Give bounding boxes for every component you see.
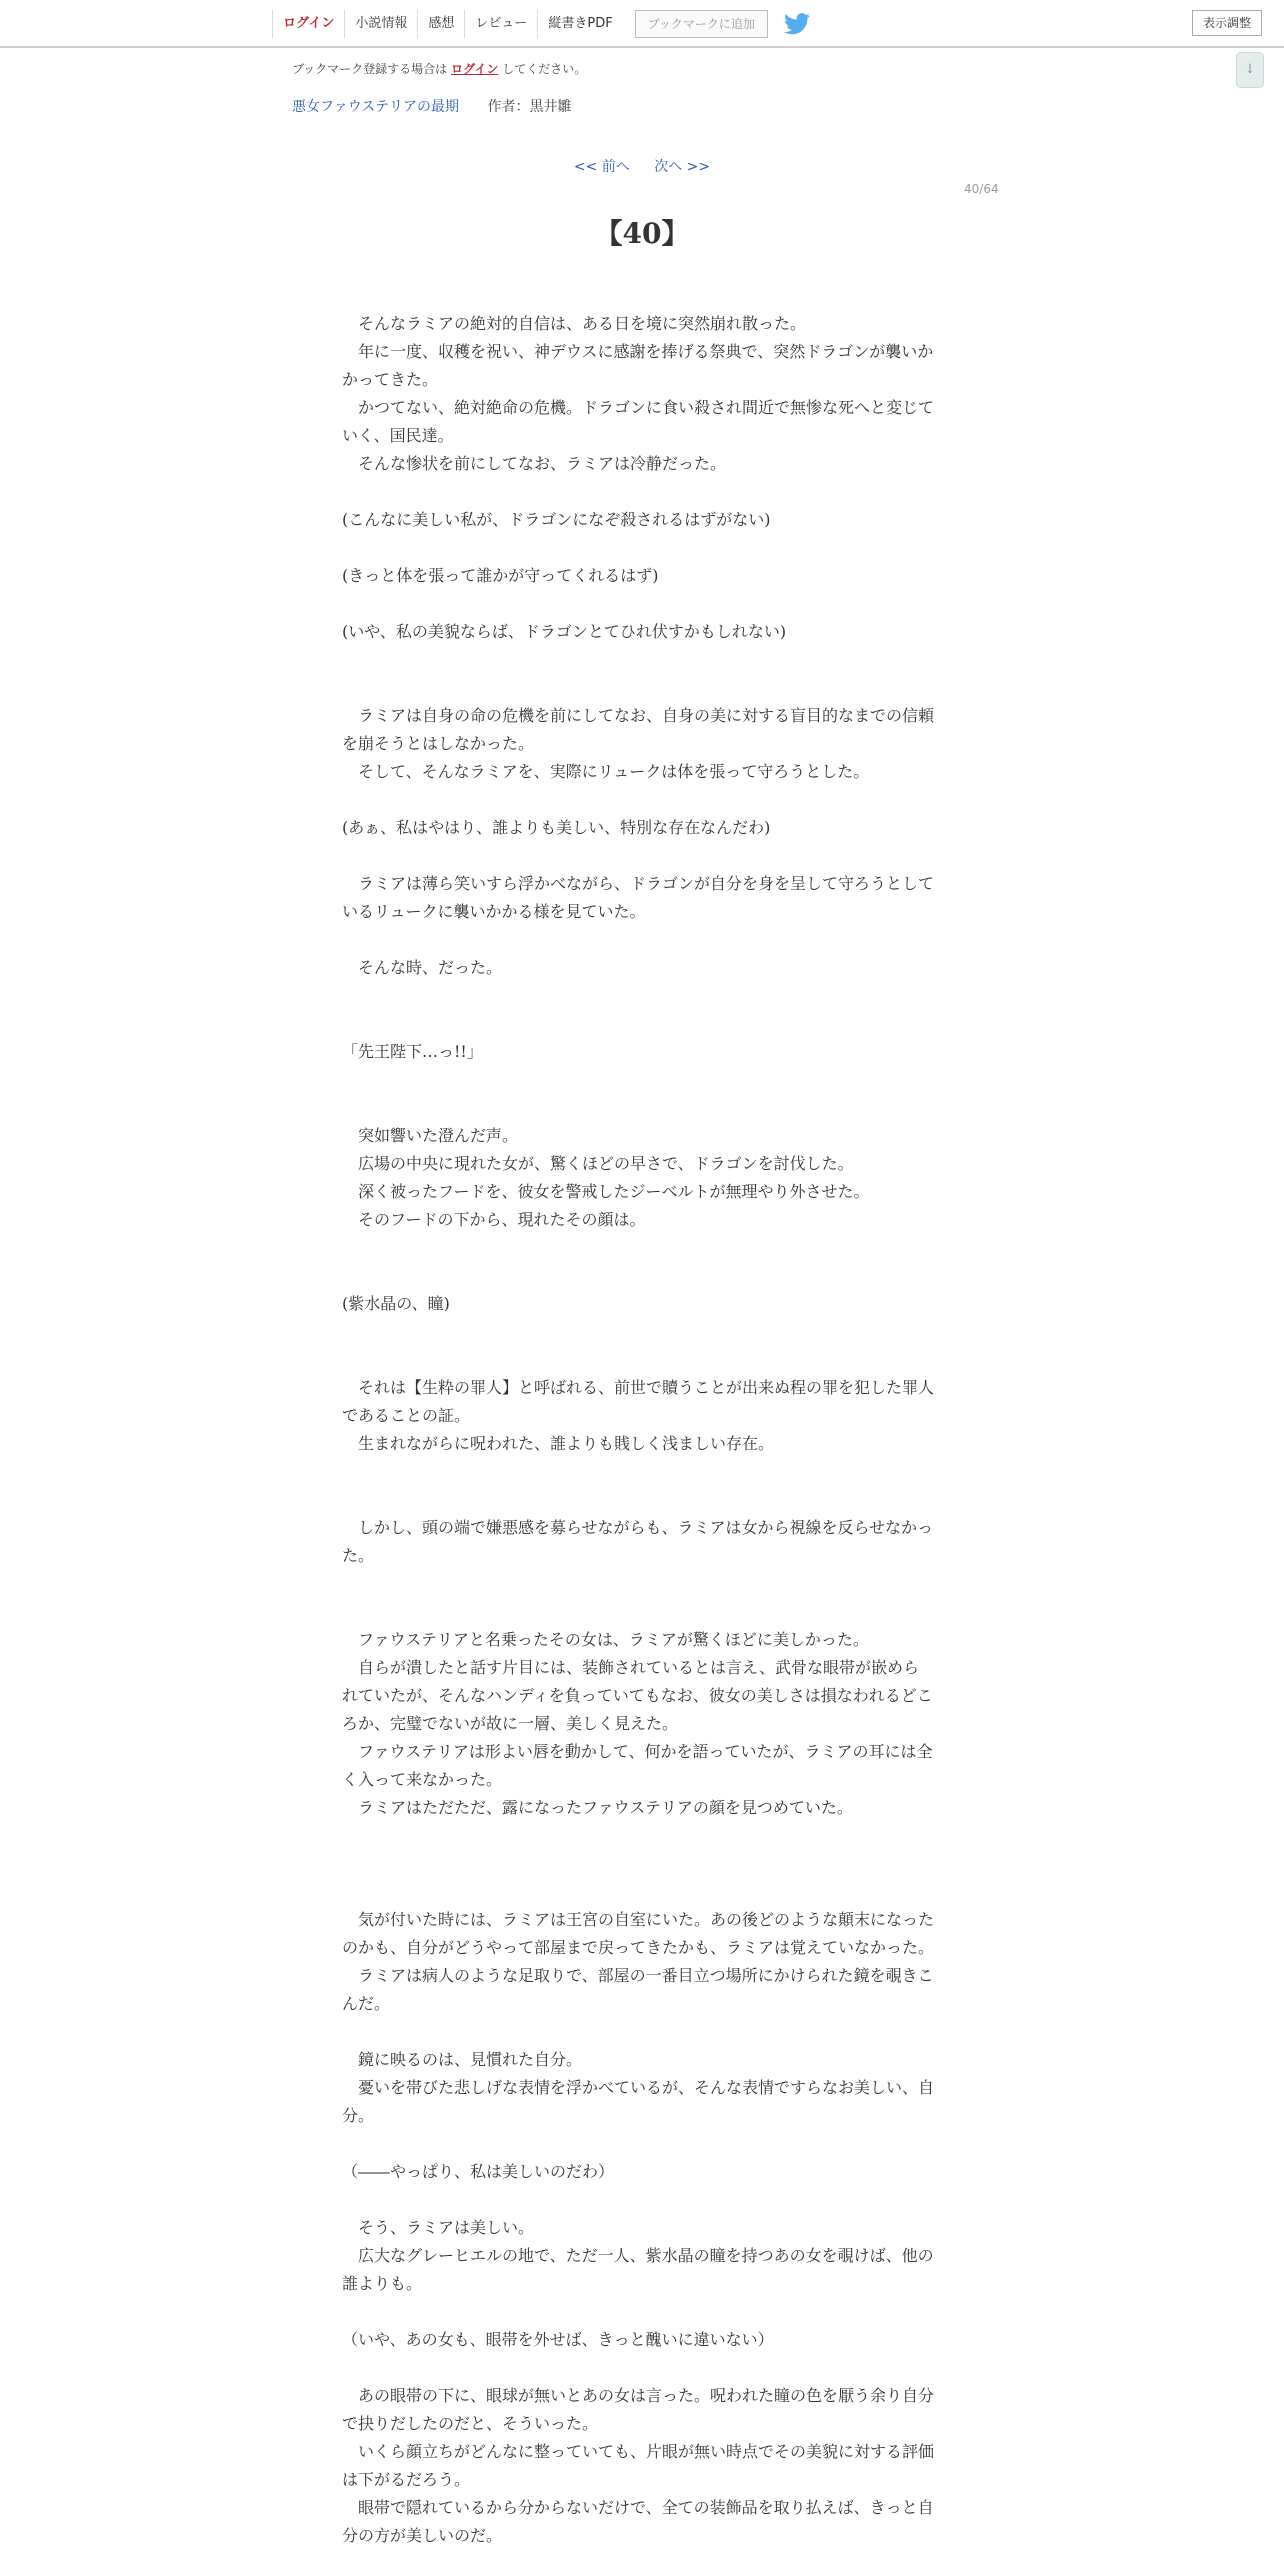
body-paragraph: (きっと体を張って誰かが守ってくれるはず)	[342, 566, 659, 585]
body-paragraph: 広大なグレーヒエルの地で、ただ一人、紫水晶の瞳を持つあの女を覗けば、他の誰よりも。	[342, 2246, 934, 2293]
body-paragraph	[342, 2354, 934, 2382]
login-note-link[interactable]: ログイン	[451, 62, 499, 76]
body-paragraph	[342, 842, 934, 870]
nav-novel-info-link[interactable]: 小説情報	[344, 10, 417, 38]
body-paragraph	[342, 1598, 934, 1626]
body-paragraph	[342, 590, 934, 618]
body-paragraph: いくら顔立ちがどんなに整っていても、片眼が無い時点でその美貌に対する評価は下がるだろう。	[342, 2442, 935, 2489]
body-paragraph: (あぁ、私はやはり、誰よりも美しい、特別な存在なんだわ)	[342, 818, 771, 837]
body-paragraph: あの眼帯の下に、眼球が無いとあの女は言った。呪われた瞳の色を厭う余り自分で抉りだしたのだと、そういった。	[342, 2386, 935, 2433]
body-paragraph	[342, 1234, 934, 1262]
body-paragraph: 「先王陛下…っ!!」	[342, 1042, 483, 1061]
body-paragraph	[342, 282, 934, 310]
body-paragraph: しかし、頭の端で嫌悪感を募らせながらも、ラミアは女から視線を反らせなかった。	[342, 1518, 934, 1565]
nav-impressions-link[interactable]: 感想	[417, 10, 464, 38]
body-paragraph	[342, 1094, 934, 1122]
novel-body-text	[342, 282, 934, 2550]
body-paragraph: (こんなに美しい私が、ドラゴンになぞ殺されるはずがない)	[342, 510, 771, 529]
login-note-text: ブックマーク登録する場合は	[292, 62, 448, 76]
display-settings-button[interactable]: 表示調整	[1192, 10, 1262, 36]
body-paragraph: かつてない、絶対絶命の危機。ドラゴンに食い殺され間近で無惨な死へと変じていく、国民達。	[342, 398, 935, 445]
top-navigation-bar	[0, 0, 1284, 48]
body-paragraph	[342, 1066, 934, 1094]
body-paragraph: 生まれながらに呪われた、誰よりも賎しく浅ましい存在。	[342, 1434, 775, 1453]
body-paragraph: (いや、私の美貌ならば、ドラゴンとてひれ伏すかもしれない)	[342, 622, 787, 641]
scroll-down-button[interactable]: ↓	[1236, 52, 1264, 88]
body-paragraph	[342, 1570, 934, 1598]
body-paragraph	[342, 786, 934, 814]
twitter-bird-icon[interactable]	[784, 13, 810, 35]
body-paragraph	[342, 2018, 934, 2046]
body-paragraph: 深く被ったフードを、彼女を警戒したジーベルトが無理やり外させた。	[342, 1182, 870, 1201]
chapter-pager	[0, 156, 1284, 176]
body-paragraph: そして、そんなラミアを、実際にリュークは体を張って守ろうとした。	[342, 762, 870, 781]
nav-menu	[272, 10, 810, 38]
bookmark-login-note	[292, 60, 586, 77]
body-paragraph	[342, 926, 934, 954]
body-paragraph	[342, 674, 934, 702]
body-paragraph	[342, 1822, 934, 1850]
nav-vertical-pdf-link[interactable]: 縦書きPDF	[537, 10, 622, 38]
nav-login-link[interactable]: ログイン	[272, 10, 344, 38]
body-paragraph	[342, 1346, 934, 1374]
body-paragraph: そう、ラミアは美しい。	[342, 2218, 535, 2237]
chapter-title: 【40】	[594, 217, 690, 250]
body-paragraph	[342, 2186, 934, 2214]
body-paragraph: そのフードの下から、現れたその顔は。	[342, 1210, 646, 1229]
body-paragraph: 憂いを帯びた悲しげな表情を浮かべているが、そんな表情ですらなお美しい、自分。	[342, 2078, 935, 2125]
author-name: 作者：黒井雛	[487, 99, 572, 115]
body-paragraph	[342, 1458, 934, 1486]
novel-title-link[interactable]: 悪女ファウステリアの最期	[292, 99, 460, 115]
body-paragraph: 突如響いた澄んだ声。	[342, 1126, 519, 1145]
body-paragraph: ラミアは病人のような足取りで、部屋の一番目立つ場所にかけられた鏡を覗きこんだ。	[342, 1966, 934, 2013]
body-paragraph: （いや、あの女も、眼帯を外せば、きっと醜いに違いない）	[342, 2330, 774, 2349]
body-paragraph	[342, 1262, 934, 1290]
body-paragraph: 鏡に映るのは、見慣れた自分。	[342, 2050, 583, 2069]
body-paragraph: 自らが潰したと話す片目には、装飾されているとは言え、武骨な眼帯が嵌められていたが、そんなハンディを負っていてもなお、彼女の美しさは損なわれるどころか、完璧でないが故に一層、美しく見えた。	[342, 1658, 933, 1733]
body-paragraph: ファウステリアは形よい唇を動かして、何かを語っていたが、ラミアの耳には全く入って来なかった。	[342, 1742, 933, 1789]
add-bookmark-button[interactable]: ブックマークに追加	[635, 10, 768, 38]
body-paragraph	[342, 1850, 934, 1878]
prev-chapter-link[interactable]: << 前へ	[573, 159, 630, 175]
body-paragraph: そんなラミアの絶対的自信は、ある日を境に突然崩れ散った。	[342, 314, 807, 333]
body-paragraph	[342, 646, 934, 674]
page-count: 40/64	[964, 182, 999, 196]
body-paragraph: そんな時、だった。	[342, 958, 503, 977]
body-paragraph	[342, 2130, 934, 2158]
body-paragraph: （――やっぱり、私は美しいのだわ）	[342, 2162, 615, 2181]
body-paragraph: ファウステリアと名乗ったその女は、ラミアが驚くほどに美しかった。	[342, 1630, 869, 1649]
body-paragraph	[342, 982, 934, 1010]
next-chapter-link[interactable]: 次へ >>	[654, 159, 711, 175]
body-paragraph: ラミアは薄ら笑いすら浮かべながら、ドラゴンが自分を身を呈して守ろうとしているリュークに襲いかかる様を見ていた。	[342, 874, 935, 921]
body-paragraph	[342, 1486, 934, 1514]
body-paragraph: ラミアはただただ、露になったファウステリアの顔を見つめていた。	[342, 1798, 853, 1817]
body-paragraph: 年に一度、収穫を祝い、神デウスに感謝を捧げる祭典で、突然ドラゴンが襲いかかってきた。	[342, 342, 934, 389]
body-paragraph	[342, 534, 934, 562]
body-paragraph: そんな惨状を前にしてなお、ラミアは冷静だった。	[342, 454, 727, 473]
body-paragraph	[342, 1318, 934, 1346]
body-paragraph	[342, 1010, 934, 1038]
body-paragraph: 眼帯で隠れているから分からないだけで、全ての装飾品を取り払えば、きっと自分の方が美しいのだ。	[342, 2498, 934, 2545]
body-paragraph: 気が付いた時には、ラミアは王宮の自室にいた。あの後どのような顛末になったのかも、自分がどうやって部屋まで戻ってきたかも、ラミアは覚えていなかった。	[342, 1910, 935, 1957]
body-paragraph: それは【生粋の罪人】と呼ばれる、前世で贖うことが出来ぬ程の罪を犯した罪人であることの証。	[342, 1378, 935, 1425]
body-paragraph	[342, 478, 934, 506]
novel-info	[292, 96, 571, 116]
body-paragraph: (紫水晶の、瞳)	[342, 1294, 450, 1313]
body-paragraph: ラミアは自身の命の危機を前にしてなお、自身の美に対する盲目的なまでの信頼を崩そうとはしなかった。	[342, 706, 935, 753]
body-paragraph	[342, 2298, 934, 2326]
body-paragraph	[342, 1878, 934, 1906]
body-paragraph: 広場の中央に現れた女が、驚くほどの早さで、ドラゴンを討伐した。	[342, 1154, 854, 1173]
nav-review-link[interactable]: レビュー	[464, 10, 537, 38]
login-note-text-after: してください。	[502, 62, 587, 76]
